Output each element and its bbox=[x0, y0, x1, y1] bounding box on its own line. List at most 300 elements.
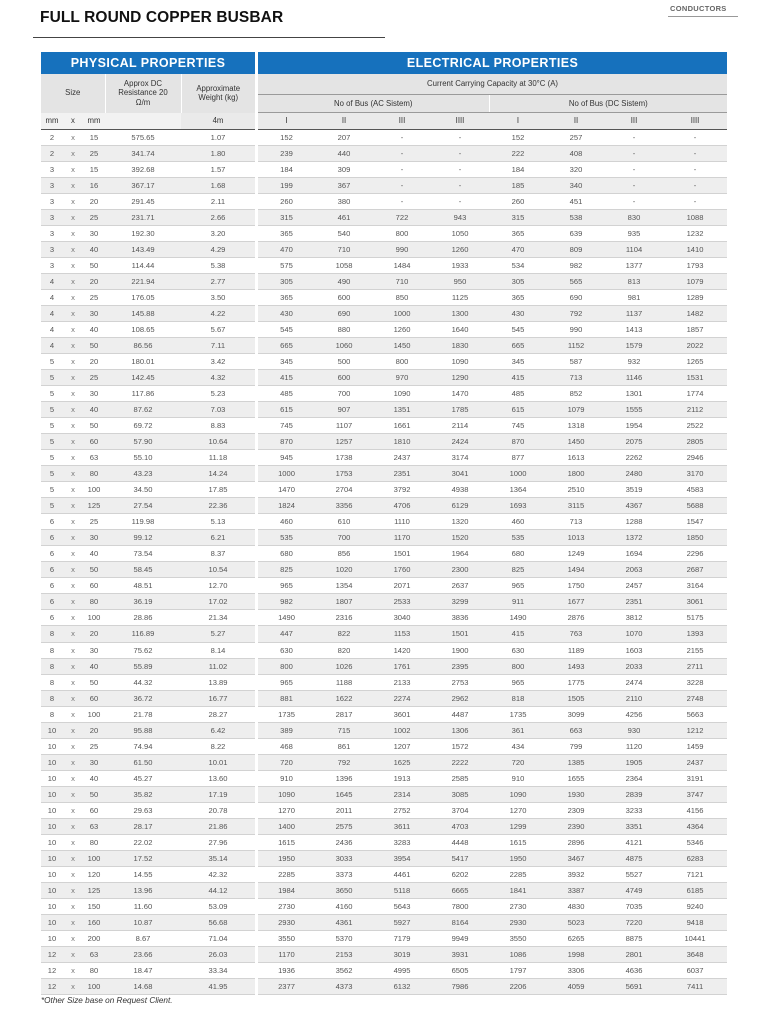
cell-resistance: 28.17 bbox=[105, 818, 181, 834]
cell-ac-2: 2817 bbox=[315, 706, 373, 722]
table-row bbox=[41, 434, 727, 450]
cell-thickness: 6 bbox=[41, 546, 63, 562]
cell-width: 30 bbox=[83, 306, 105, 322]
ac-bus-1-header: I bbox=[258, 113, 315, 130]
cell-ac-4: 2637 bbox=[431, 578, 489, 594]
cell-resistance: 231.71 bbox=[105, 210, 181, 226]
cell-dc-1: 415 bbox=[489, 626, 547, 642]
cell-dc-3: 2033 bbox=[605, 658, 663, 674]
cell-ac-2: 380 bbox=[315, 194, 373, 210]
cell-x: x bbox=[63, 978, 83, 994]
cell-ac-1: 305 bbox=[258, 274, 315, 290]
footnote: *Other Size base on Request Client. bbox=[41, 996, 173, 1005]
cell-ac-1: 345 bbox=[258, 354, 315, 370]
cell-thickness: 6 bbox=[41, 562, 63, 578]
cell-ac-1: 2285 bbox=[258, 866, 315, 882]
table-row bbox=[41, 658, 727, 674]
cell-ac-4: - bbox=[431, 162, 489, 178]
cell-dc-3: 1104 bbox=[605, 242, 663, 258]
cell-width: 50 bbox=[83, 418, 105, 434]
cell-resistance: 43.23 bbox=[105, 466, 181, 482]
cell-x: x bbox=[63, 162, 83, 178]
cell-x: x bbox=[63, 354, 83, 370]
cell-dc-4: 1850 bbox=[663, 530, 727, 546]
electrical-properties-header: ELECTRICAL PROPERTIES bbox=[258, 52, 727, 74]
cell-dc-1: 680 bbox=[489, 546, 547, 562]
table-row bbox=[41, 866, 727, 882]
cell-resistance: 8.67 bbox=[105, 930, 181, 946]
cell-ac-2: 500 bbox=[315, 354, 373, 370]
cell-ac-3: 1501 bbox=[373, 546, 431, 562]
cell-weight: 8.37 bbox=[181, 546, 255, 562]
cell-resistance: 192.30 bbox=[105, 226, 181, 242]
cell-ac-3: 710 bbox=[373, 274, 431, 290]
table-row bbox=[41, 418, 727, 434]
size-header: Size bbox=[41, 74, 105, 113]
cell-width: 100 bbox=[83, 482, 105, 498]
cell-resistance: 45.27 bbox=[105, 770, 181, 786]
cell-dc-3: 935 bbox=[605, 226, 663, 242]
cell-resistance: 57.90 bbox=[105, 434, 181, 450]
cell-dc-1: 1735 bbox=[489, 706, 547, 722]
cell-ac-2: 856 bbox=[315, 546, 373, 562]
cell-ac-3: 1207 bbox=[373, 738, 431, 754]
cell-ac-3: 4461 bbox=[373, 866, 431, 882]
cell-width: 25 bbox=[83, 210, 105, 226]
category-underline bbox=[668, 16, 738, 17]
cell-ac-2: 2704 bbox=[315, 482, 373, 498]
cell-dc-2: 792 bbox=[547, 306, 605, 322]
cell-x: x bbox=[63, 770, 83, 786]
table-row bbox=[41, 898, 727, 914]
cell-dc-3: 2351 bbox=[605, 594, 663, 610]
cell-ac-1: 365 bbox=[258, 226, 315, 242]
times-header: x bbox=[63, 113, 83, 130]
table-row bbox=[41, 754, 727, 770]
cell-weight: 8.22 bbox=[181, 738, 255, 754]
cell-ac-3: 5118 bbox=[373, 882, 431, 898]
table-row bbox=[41, 274, 727, 290]
cell-dc-3: 5691 bbox=[605, 978, 663, 994]
cell-ac-2: 367 bbox=[315, 178, 373, 194]
cell-width: 160 bbox=[83, 914, 105, 930]
cell-dc-3: 1603 bbox=[605, 642, 663, 658]
cell-ac-2: 461 bbox=[315, 210, 373, 226]
cell-ac-2: 2316 bbox=[315, 610, 373, 626]
dc-bus-2-header: II bbox=[547, 113, 605, 130]
cell-ac-1: 315 bbox=[258, 210, 315, 226]
cell-x: x bbox=[63, 306, 83, 322]
cell-weight: 20.78 bbox=[181, 802, 255, 818]
cell-x: x bbox=[63, 274, 83, 290]
cell-dc-3: 2075 bbox=[605, 434, 663, 450]
cell-weight: 16.77 bbox=[181, 690, 255, 706]
cell-ac-3: 1170 bbox=[373, 530, 431, 546]
cell-resistance: 176.05 bbox=[105, 290, 181, 306]
cell-x: x bbox=[63, 322, 83, 338]
cell-ac-1: 468 bbox=[258, 738, 315, 754]
cell-ac-1: 1470 bbox=[258, 482, 315, 498]
cell-ac-4: 6505 bbox=[431, 962, 489, 978]
table-row bbox=[41, 162, 727, 178]
cell-x: x bbox=[63, 242, 83, 258]
cell-dc-2: 1494 bbox=[547, 562, 605, 578]
cell-dc-4: 4156 bbox=[663, 802, 727, 818]
cell-x: x bbox=[63, 226, 83, 242]
cell-ac-4: 2585 bbox=[431, 770, 489, 786]
cell-ac-4: 1290 bbox=[431, 370, 489, 386]
cell-ac-2: 1622 bbox=[315, 690, 373, 706]
table-row bbox=[41, 194, 727, 210]
cell-x: x bbox=[63, 338, 83, 354]
cell-dc-3: 1120 bbox=[605, 738, 663, 754]
cell-resistance: 142.45 bbox=[105, 370, 181, 386]
cell-dc-1: 534 bbox=[489, 258, 547, 274]
cell-dc-2: 3306 bbox=[547, 962, 605, 978]
cell-ac-3: 2351 bbox=[373, 466, 431, 482]
table-row bbox=[41, 610, 727, 626]
cell-x: x bbox=[63, 258, 83, 274]
cell-ac-1: 389 bbox=[258, 722, 315, 738]
cell-width: 63 bbox=[83, 450, 105, 466]
cell-dc-4: - bbox=[663, 162, 727, 178]
cell-dc-4: 6185 bbox=[663, 882, 727, 898]
cell-dc-1: 1490 bbox=[489, 610, 547, 626]
cell-dc-3: 3351 bbox=[605, 818, 663, 834]
cell-resistance: 18.47 bbox=[105, 962, 181, 978]
cell-thickness: 8 bbox=[41, 626, 63, 642]
cell-ac-3: 2133 bbox=[373, 674, 431, 690]
cell-width: 30 bbox=[83, 530, 105, 546]
table-row bbox=[41, 290, 727, 306]
cell-ac-3: 1090 bbox=[373, 386, 431, 402]
table-row bbox=[41, 546, 727, 562]
cell-dc-2: 1152 bbox=[547, 338, 605, 354]
cell-thickness: 10 bbox=[41, 754, 63, 770]
cell-resistance: 87.62 bbox=[105, 402, 181, 418]
weight-header: Approximate Weight (kg) bbox=[181, 74, 255, 113]
cell-thickness: 8 bbox=[41, 706, 63, 722]
cell-ac-1: 965 bbox=[258, 674, 315, 690]
cell-x: x bbox=[63, 130, 83, 146]
cell-dc-3: 932 bbox=[605, 354, 663, 370]
cell-dc-2: 4830 bbox=[547, 898, 605, 914]
cell-ac-1: 415 bbox=[258, 370, 315, 386]
cell-dc-4: 2022 bbox=[663, 338, 727, 354]
cell-width: 20 bbox=[83, 194, 105, 210]
table-row bbox=[41, 914, 727, 930]
cell-ac-2: 700 bbox=[315, 386, 373, 402]
cell-ac-2: 690 bbox=[315, 306, 373, 322]
table-row bbox=[41, 482, 727, 498]
cell-dc-3: 1555 bbox=[605, 402, 663, 418]
cell-ac-4: - bbox=[431, 194, 489, 210]
cell-x: x bbox=[63, 450, 83, 466]
table-row bbox=[41, 130, 727, 146]
cell-ac-4: 1300 bbox=[431, 306, 489, 322]
cell-ac-2: 3033 bbox=[315, 850, 373, 866]
cell-width: 60 bbox=[83, 578, 105, 594]
cell-ac-2: 1354 bbox=[315, 578, 373, 594]
cell-dc-2: 1800 bbox=[547, 466, 605, 482]
cell-dc-2: 4059 bbox=[547, 978, 605, 994]
cell-ac-2: 4160 bbox=[315, 898, 373, 914]
cell-weight: 5.67 bbox=[181, 322, 255, 338]
cell-thickness: 10 bbox=[41, 930, 63, 946]
cell-thickness: 4 bbox=[41, 322, 63, 338]
cell-resistance: 341.74 bbox=[105, 146, 181, 162]
cell-weight: 2.77 bbox=[181, 274, 255, 290]
cell-ac-4: 1933 bbox=[431, 258, 489, 274]
cell-ac-2: 3650 bbox=[315, 882, 373, 898]
cell-ac-3: 5643 bbox=[373, 898, 431, 914]
cell-dc-2: 2309 bbox=[547, 802, 605, 818]
cell-width: 40 bbox=[83, 322, 105, 338]
cell-dc-4: 3061 bbox=[663, 594, 727, 610]
cell-ac-2: 600 bbox=[315, 290, 373, 306]
cell-thickness: 10 bbox=[41, 850, 63, 866]
cell-width: 50 bbox=[83, 786, 105, 802]
cell-ac-1: 825 bbox=[258, 562, 315, 578]
cell-x: x bbox=[63, 290, 83, 306]
cell-ac-3: 800 bbox=[373, 354, 431, 370]
cell-weight: 8.83 bbox=[181, 418, 255, 434]
cell-ac-2: 600 bbox=[315, 370, 373, 386]
cell-dc-3: 1905 bbox=[605, 754, 663, 770]
cell-dc-3: 2480 bbox=[605, 466, 663, 482]
cell-dc-2: 1677 bbox=[547, 594, 605, 610]
cell-ac-3: 1420 bbox=[373, 642, 431, 658]
cell-resistance: 27.54 bbox=[105, 498, 181, 514]
cell-dc-3: 2110 bbox=[605, 690, 663, 706]
cell-resistance: 58.45 bbox=[105, 562, 181, 578]
cell-width: 30 bbox=[83, 226, 105, 242]
cell-dc-4: 7121 bbox=[663, 866, 727, 882]
cell-ac-3: 1000 bbox=[373, 306, 431, 322]
cell-ac-1: 2730 bbox=[258, 898, 315, 914]
cell-dc-1: 485 bbox=[489, 386, 547, 402]
cell-ac-3: 1260 bbox=[373, 322, 431, 338]
cell-ac-1: 910 bbox=[258, 770, 315, 786]
cell-dc-2: 639 bbox=[547, 226, 605, 242]
cell-ac-2: 792 bbox=[315, 754, 373, 770]
cell-dc-3: 2457 bbox=[605, 578, 663, 594]
cell-dc-2: 1775 bbox=[547, 674, 605, 690]
cell-dc-1: 2930 bbox=[489, 914, 547, 930]
cell-dc-1: 470 bbox=[489, 242, 547, 258]
cell-dc-4: 1459 bbox=[663, 738, 727, 754]
cell-x: x bbox=[63, 898, 83, 914]
cell-width: 30 bbox=[83, 754, 105, 770]
cell-ac-2: 700 bbox=[315, 530, 373, 546]
cell-ac-3: 3601 bbox=[373, 706, 431, 722]
cell-x: x bbox=[63, 642, 83, 658]
cell-dc-1: 1086 bbox=[489, 946, 547, 962]
cell-ac-3: 7179 bbox=[373, 930, 431, 946]
cell-weight: 3.20 bbox=[181, 226, 255, 242]
cell-thickness: 5 bbox=[41, 434, 63, 450]
cell-ac-4: 2222 bbox=[431, 754, 489, 770]
cell-weight: 13.89 bbox=[181, 674, 255, 690]
cell-dc-3: - bbox=[605, 130, 663, 146]
cell-dc-4: 9240 bbox=[663, 898, 727, 914]
cell-dc-4: 2522 bbox=[663, 418, 727, 434]
cell-width: 50 bbox=[83, 258, 105, 274]
cell-resistance: 17.52 bbox=[105, 850, 181, 866]
cell-ac-2: 4361 bbox=[315, 914, 373, 930]
cell-dc-2: 538 bbox=[547, 210, 605, 226]
cell-width: 80 bbox=[83, 594, 105, 610]
cell-resistance: 29.63 bbox=[105, 802, 181, 818]
table-row bbox=[41, 354, 727, 370]
cell-ac-1: 545 bbox=[258, 322, 315, 338]
cell-resistance: 55.89 bbox=[105, 658, 181, 674]
cell-ac-1: 982 bbox=[258, 594, 315, 610]
cell-thickness: 2 bbox=[41, 146, 63, 162]
cell-dc-4: - bbox=[663, 146, 727, 162]
cell-dc-1: 365 bbox=[489, 290, 547, 306]
thickness-unit-header: mm bbox=[41, 113, 63, 130]
cell-dc-2: 1189 bbox=[547, 642, 605, 658]
cell-dc-1: 315 bbox=[489, 210, 547, 226]
cell-x: x bbox=[63, 402, 83, 418]
cell-ac-3: 1761 bbox=[373, 658, 431, 674]
cell-thickness: 2 bbox=[41, 130, 63, 146]
cell-weight: 7.03 bbox=[181, 402, 255, 418]
cell-dc-1: 911 bbox=[489, 594, 547, 610]
cell-weight: 1.80 bbox=[181, 146, 255, 162]
cell-ac-2: 2436 bbox=[315, 834, 373, 850]
cell-thickness: 6 bbox=[41, 594, 63, 610]
cell-width: 63 bbox=[83, 818, 105, 834]
cell-ac-3: 970 bbox=[373, 370, 431, 386]
cell-ac-1: 1735 bbox=[258, 706, 315, 722]
cell-x: x bbox=[63, 658, 83, 674]
cell-resistance: 36.19 bbox=[105, 594, 181, 610]
title-underline bbox=[33, 37, 385, 38]
cell-x: x bbox=[63, 834, 83, 850]
cell-resistance: 119.98 bbox=[105, 514, 181, 530]
cell-weight: 21.34 bbox=[181, 610, 255, 626]
cell-ac-2: 3373 bbox=[315, 866, 373, 882]
cell-width: 63 bbox=[83, 946, 105, 962]
cell-dc-2: 1493 bbox=[547, 658, 605, 674]
cell-dc-1: 2206 bbox=[489, 978, 547, 994]
cell-dc-2: 1013 bbox=[547, 530, 605, 546]
cell-ac-1: 447 bbox=[258, 626, 315, 642]
cell-thickness: 3 bbox=[41, 162, 63, 178]
cell-ac-1: 1090 bbox=[258, 786, 315, 802]
cell-ac-3: 1110 bbox=[373, 514, 431, 530]
cell-width: 15 bbox=[83, 162, 105, 178]
cell-dc-1: 825 bbox=[489, 562, 547, 578]
cell-weight: 17.02 bbox=[181, 594, 255, 610]
table-row bbox=[41, 562, 727, 578]
cell-weight: 41.95 bbox=[181, 978, 255, 994]
cell-width: 25 bbox=[83, 146, 105, 162]
cell-ac-1: 870 bbox=[258, 434, 315, 450]
cell-ac-3: 722 bbox=[373, 210, 431, 226]
cell-dc-4: 1393 bbox=[663, 626, 727, 642]
cell-ac-4: 2962 bbox=[431, 690, 489, 706]
cell-ac-4: 1572 bbox=[431, 738, 489, 754]
physical-properties-header: PHYSICAL PROPERTIES bbox=[41, 52, 255, 74]
cell-weight: 56.68 bbox=[181, 914, 255, 930]
cell-thickness: 6 bbox=[41, 610, 63, 626]
cell-ac-4: 1501 bbox=[431, 626, 489, 642]
cell-dc-4: 1212 bbox=[663, 722, 727, 738]
cell-ac-3: 3611 bbox=[373, 818, 431, 834]
cell-dc-4: 2748 bbox=[663, 690, 727, 706]
cell-ac-2: 880 bbox=[315, 322, 373, 338]
cell-thickness: 6 bbox=[41, 578, 63, 594]
cell-dc-3: 1372 bbox=[605, 530, 663, 546]
cell-weight: 42.32 bbox=[181, 866, 255, 882]
cell-ac-1: 2377 bbox=[258, 978, 315, 994]
cell-dc-1: 222 bbox=[489, 146, 547, 162]
cell-dc-1: 430 bbox=[489, 306, 547, 322]
cell-dc-4: 1232 bbox=[663, 226, 727, 242]
cell-dc-1: 1270 bbox=[489, 802, 547, 818]
cell-thickness: 12 bbox=[41, 946, 63, 962]
cell-ac-1: 615 bbox=[258, 402, 315, 418]
cell-resistance: 145.88 bbox=[105, 306, 181, 322]
table-row bbox=[41, 802, 727, 818]
cell-ac-4: 2753 bbox=[431, 674, 489, 690]
cell-ac-2: 1026 bbox=[315, 658, 373, 674]
cell-thickness: 5 bbox=[41, 386, 63, 402]
cell-dc-1: 630 bbox=[489, 642, 547, 658]
cell-ac-2: 907 bbox=[315, 402, 373, 418]
cell-x: x bbox=[63, 370, 83, 386]
cell-dc-3: 4636 bbox=[605, 962, 663, 978]
cell-ac-4: - bbox=[431, 146, 489, 162]
cell-x: x bbox=[63, 514, 83, 530]
cell-dc-4: 2296 bbox=[663, 546, 727, 562]
cell-weight: 11.02 bbox=[181, 658, 255, 674]
cell-ac-4: 1306 bbox=[431, 722, 489, 738]
cell-weight: 7.11 bbox=[181, 338, 255, 354]
cell-ac-3: - bbox=[373, 178, 431, 194]
cell-weight: 2.11 bbox=[181, 194, 255, 210]
cell-x: x bbox=[63, 626, 83, 642]
cell-dc-3: 3519 bbox=[605, 482, 663, 498]
cell-thickness: 5 bbox=[41, 402, 63, 418]
cell-dc-1: 965 bbox=[489, 578, 547, 594]
cell-dc-1: 260 bbox=[489, 194, 547, 210]
cell-dc-1: 1693 bbox=[489, 498, 547, 514]
table-row bbox=[41, 962, 727, 978]
cell-dc-4: 5175 bbox=[663, 610, 727, 626]
cell-width: 60 bbox=[83, 434, 105, 450]
cell-ac-4: 1090 bbox=[431, 354, 489, 370]
table-row bbox=[41, 706, 727, 722]
cell-dc-3: - bbox=[605, 178, 663, 194]
cell-dc-3: 2262 bbox=[605, 450, 663, 466]
cell-ac-3: - bbox=[373, 146, 431, 162]
cell-dc-4: 2805 bbox=[663, 434, 727, 450]
cell-dc-1: 1000 bbox=[489, 466, 547, 482]
cell-weight: 5.23 bbox=[181, 386, 255, 402]
cell-x: x bbox=[63, 178, 83, 194]
cell-resistance: 34.50 bbox=[105, 482, 181, 498]
cell-ac-3: 3040 bbox=[373, 610, 431, 626]
cell-dc-3: 830 bbox=[605, 210, 663, 226]
cell-dc-4: 2687 bbox=[663, 562, 727, 578]
cell-dc-1: 1797 bbox=[489, 962, 547, 978]
cell-dc-1: 1615 bbox=[489, 834, 547, 850]
cell-ac-4: 1125 bbox=[431, 290, 489, 306]
